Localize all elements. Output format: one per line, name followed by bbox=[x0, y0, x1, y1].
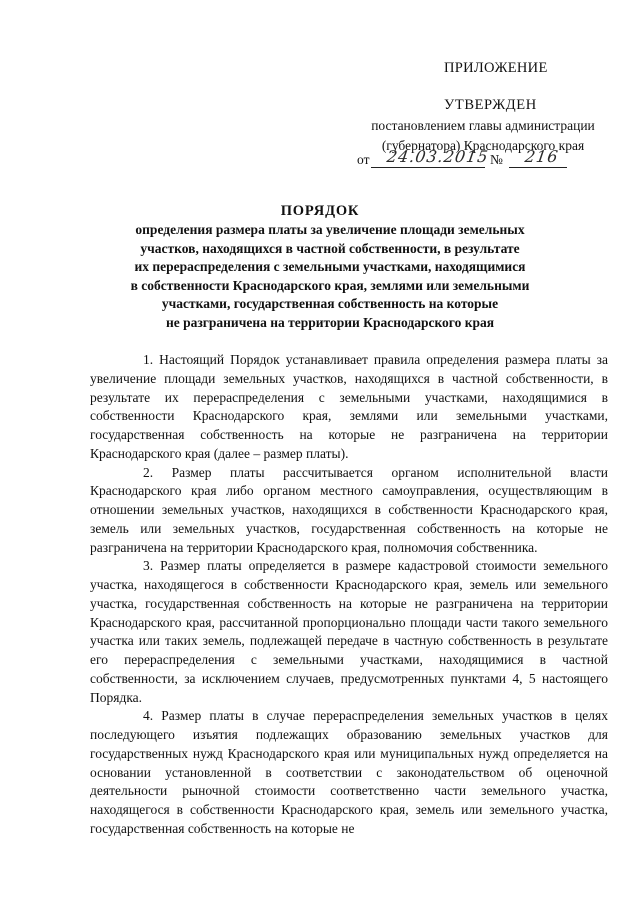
subtitle-line: не разграничена на территории Краснодарского края bbox=[165, 314, 495, 330]
paragraph-1: 1. Настоящий Порядок устанавливает правила определения размера платы за увеличение площади земельных участков, находящихся в частной собственности, в результате их перераспределения с земельными участками, находящимися в собственности Краснодарского края, землями или земельными участками, государственная собственность на которые не разграничена на территории Краснодарского края (далее – размер платы). bbox=[90, 352, 608, 461]
subtitle-line: участков, находящихся в частной собственности, в результате bbox=[140, 240, 520, 256]
subtitle-line: определения размера платы за увеличение площади земельных bbox=[135, 222, 525, 237]
subtitle-line: в собственности Краснодарского края, землями или земельными bbox=[130, 277, 530, 293]
handwritten-number: 216 bbox=[523, 147, 560, 166]
paragraph-2: 2. Размер платы рассчитывается органом исполнительной власти Краснодарского края либо органом местного самоуправления, осуществляющим в отношении земельных участков, находящихся в собственности Краснодарского края, земель или земельных участков, государственная собственность на которые не разграничена на территории Краснодарского края, полномочия собственника. bbox=[90, 464, 608, 555]
number-underline bbox=[509, 167, 567, 168]
number-prefix: № bbox=[490, 152, 503, 167]
subtitle-line: участками, государственная собственность на которые bbox=[161, 296, 499, 312]
handwritten-date: 24.03.2015 bbox=[385, 147, 490, 166]
document-body bbox=[90, 351, 608, 839]
approved-label: УТВЕРЖДЕН bbox=[444, 97, 537, 113]
document-title: ПОРЯДОК bbox=[280, 203, 360, 219]
subtitle-line: их перераспределения с земельными участками, находящимися bbox=[134, 259, 526, 275]
date-prefix: от bbox=[357, 152, 370, 167]
approved-by-line-1: постановлением главы администрации bbox=[371, 118, 595, 133]
appendix-label: ПРИЛОЖЕНИЕ bbox=[444, 60, 548, 76]
approved-by-line-2: (губернатора) Краснодарского края bbox=[381, 137, 585, 153]
paragraph-3: 3. Размер платы определяется в размере кадастровой стоимости земельного участка, находящегося в собственности Краснодарского края, земель или земельного участка, государственная собственность на которые не разграничена на территории Краснодарского края, рассчитанной пропорционально площади части такого земельного участка или таких земель, подлежащей передаче в частную собственность в результате его перераспределения с земельными участками, находящимися в частной собственности, за исключением случаев, предусмотренных пунктами 4, 5 настоящего Порядка. bbox=[90, 558, 608, 705]
document-subtitle bbox=[80, 221, 580, 333]
date-number-row bbox=[357, 147, 607, 172]
date-underline bbox=[371, 167, 485, 168]
paragraph-4: 4. Размер платы в случае перераспределения земельных участков в целях последующего изъятия подлежащих образованию земельных участков для государственных нужд Краснодарского края или муниципальных нужд определяется на основании установленной в соответствии с законодательством об оценочной деятельности рыночной стоимости соответственно части земельного участка, находящегося в собственности Краснодарского края, земель или земельного участка, государственная собственность на которые не bbox=[90, 708, 608, 836]
